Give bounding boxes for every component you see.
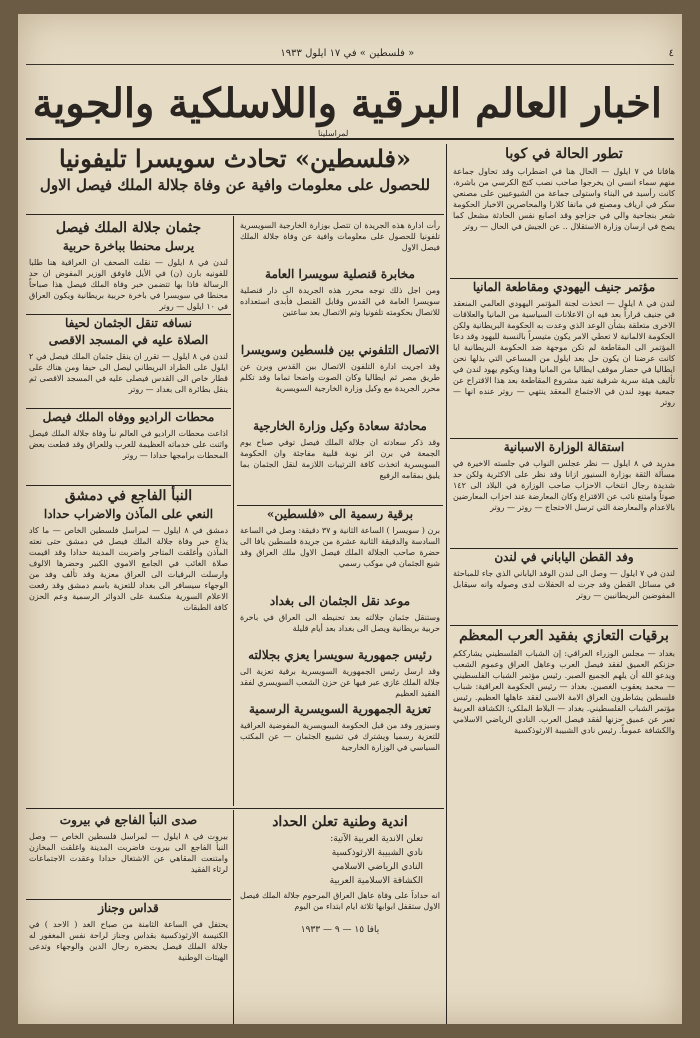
intro-text: رأت ادارة هذه الجريدة ان تتصل بوزارة الخارجية السويسرية تلفونيا للحصول على معلومات وافية عن وفاة جلالة الملك فيصل الاول [240,221,440,252]
newspaper-page [18,14,682,1024]
radio-title: محطات الراديو ووفاه الملك فيصل [26,408,231,426]
telegram-text: برن ( سويسرا ) الساعة الثانية و ٣٧ دقيقة: وصل في الساعة السادسة والدقيقة الثانية عشرة من جريدة فلسطين يافا الى حضرة صاحب الجلالة الملك فيصل الاول ملك العراق وقد شيع الجثمان في موكب رسمي [240,526,440,568]
transfer-title: موعد نقل الجثمان الى بغداد [269,594,411,608]
body-subtitle: يرسل محنطا بباخرة حربية [62,239,195,253]
beirut-title: صدى النبأ الفاجع في بيروت [59,813,198,827]
radio-text: اذاعت محطات الراديو في العالم نبأ وفاة جلالة الملك فيصل واثنت على خدماته العظيمة للعرب وللعراق وقد قطعت بعض المحطات برامجها حدادا — روتر [29,429,228,460]
middle-column [237,218,443,808]
club-item: نادي الشبيبة الارثوذكسية [331,848,423,858]
masthead-sub: لمراسلينا [318,129,349,138]
clubs-text: انه حداداً على وفاة عاهل العراق المرحوم جلالة الملك فيصل الاول ستقفل ابوابها ثلاثة ايام ابتداء من اليوم [240,891,440,911]
president-title: رئيس جمهورية سويسرا يعزي بجلالته [248,648,432,662]
banner-subtitle: للحصول على معلومات وافية عن وفاة جلالة الملك فيصل الاول [39,176,431,194]
damascus-title: النبأ الفاجع في دمشق [26,485,231,506]
japan-title: وفد القطن الياباني في لندن [450,548,678,566]
japan-text: لندن في ٧ ايلول — وصل الى لندن الوفد الياباني الذي جاء للمباحثة في مسائل القطن وقد جرت له الحفلات لدى وصوله وانه سيقابل المفوضين البريطانيين — روتر [453,569,675,600]
banner-title: «فلسطين» تحادث سويسرا تليفونيا [58,144,411,173]
haifa-subtitle: الصلاة عليه في المسجد الاقصى [48,333,209,347]
body-text: لندن في ٨ ايلول — نقلت الصحف ان العراقية هنا طلبا للفونيه بارن (ن) في الأيل فاوفق الوزير المفوض ان حد الرسالة فاذا بها تتضمن خبر وفاة الملك فيصل هذا صباحاً محنطا في سويسرا في باخرة حربية بريطانية ويكون العراق في ١٠ ايلول — روتر [29,258,228,311]
spanish-title: استقالة الوزارة الاسبانية [450,438,678,456]
consulate-title: مخابرة قنصلية سويسرا العامة [265,267,415,281]
haifa-text: لندن في ٨ ايلول — تقرر ان ينقل جثمان الملك فيصل في ٢ ايلول على الطراد البريطاني ليصل الى حيفا ومن هناك على قطار خاص الى القدس فيصلى عليه في المسجد الاقصى ثم ينقل بطائرة الى بغداد — روتر [29,352,228,394]
deputy-title: محادثة سعادة وكيل وزارة الخارجية [253,419,427,433]
dateline: « فلسطين » في ١٧ ايلول ١٩٣٣ [280,48,415,59]
club-item: النادي الرياضي الاسلامي [332,862,423,872]
president-text: وقد ارسل رئيس الجمهورية السويسرية برقية تعزية الى جلالة الملك غازي عبر فيها عن حزن الشعب السويسري لفقد الفقيد العظيم [240,667,440,698]
body-title: جثمان جلالة الملك فيصل [55,220,202,236]
condolence-text: بغداد — مجلس الوزراء العراقي: إن الشباب الفلسطيني يشارككم حزنكم العميق لفقد فيصل العرب وعاهل العراق وعموم الشعب ويدعو الله أن يلهم الجميع الصبر. رئيس مؤتمر الشباب الفلسطيني — محمد يعقوب الغصين. بغداد — رئيس الحكومة العراقية: شباب فلسطين يشاطرون العراق الامة الاسى لفقد عاهلها العظيم. رئيس مؤتمر الشباب الفلسطيني. بغداد — البلاط الملكي: الكشافة العربية تعبر عن عميق حزنها لفقد فيصل العرب. النادي الرياضي الاسلامي والكشافة عموماً. رئيس نادي الشبيبة الارثوذكسية [453,649,675,735]
damascus-text: دمشق في ٨ ايلول — لمراسل فلسطين الخاص — ما كاد يذاع خبر وفاة جلالة الملك فيصل في دمشق حتى نعته المآذن وأغلقت المتاجر واضربت المدينة حدادا وقد اقيمت صلاة الغائب في الجامع الاموي الكبير وحضرها الالوف وارسلت البرقيات الى العراق معزية وقد تألف وفد من الوجهاء سيسافر الى بغداد للتعزية باسم دمشق وقد رفعت الاعلام السورية منكسة على الدوائر الرسمية وعم الحزن كافة الطبقات [29,526,228,612]
clubs-intro: تعلن الاندية العربية الآتية: [330,834,423,844]
jewish-text: لندن في ٨ ايلول — اتخذت لجنة المؤتمر اليهودي العالمي المنعقد في جنيف قراراً بعد فيه ان الاعلانات السياسية من المانيا والعلاقات الاخرى متعلقة بشأن الوعد الذي وعدت به الحكومة البريطانية ولكن الحكومة الالمانية لا تعطي الامر يكون متيسراً بالنسبة لليهود وقد دعا المؤتمر الى المقاطعة لم تكن موجهة ضد الحكومة البريطانية ايا كانت عرضنا ان يكون حل بعد ايلول من المساعي التي بذلها نحن ايطاليا في حضار موقف ايطاليا من المانيا وهذا ويكوم يهود لندن في تأليف هيئة سرية شرقية تفيد مشروع المقاطعة بعد هذا الاقتراح عن جمعية يهود لندن في الاجتماع المعقد ينتهي — روتر عنده انها — روتر [453,299,675,407]
right-column [450,144,678,1024]
haifa-title: نسافه تنقل الجثمان لحيفا [26,314,231,332]
phone-title: الاتصال التلفوني بين فلسطين وسويسرا [240,343,440,357]
consulate-text: ومن اجل ذلك توجه محرر هذه الجريدة الى دار قنصلية سويسرا العامة في القدس وقابل القنصل فأبدى استعداده للاتصال بحكومته تلفونيا وتم الاتصال بعد ساعتين [240,286,440,317]
spanish-text: مدريد في ٨ ايلول — نظر عجلس النواب في جلسته الاخيرة في مسألة الثقة بوزارة السنيور ازانا وقد نظر على الاكثرية ولكن حد شديدة رجال انتخاب الاحزاب صاحب الوزارة في البلاد الى ١٤٢ صوتاً وامتنع نائب عن الاقتراع وكان المعارضة عند احزاب المعارضين بالاعدام والمعارضة التي ترسل الاحتجاج — روتر — روتر [453,459,675,512]
left-bottom [26,812,231,1017]
official-title: تعزية الجمهورية السويسرية الرسمية [248,702,432,716]
page-number: ٤ [668,48,674,59]
jewish-title: مؤتمر جنيف اليهودي ومقاطعة المانيا [450,278,678,296]
masthead: اخبار العالم البرقية واللاسلكية والجوية [32,80,662,127]
top-line [26,48,674,59]
cuba-title: تطور الحالة في كوبا [505,146,623,162]
official-text: وسيزور وفد من قبل الحكومة السويسرية المفوضية العراقية للتعزية رسميا ويشترك في تشييع الجثمان — عن المكتب السياسي في الوزارة الخارجية [240,721,440,752]
mass-text: يحتفل في الساعة الثامنة من صباح الغد ( الاحد ) في الكنيسة الارثوذكسية بقداس وجناز لراحة نفس المغفور له جلالة الملك فيصل يحضره رجال الدين والوجهاء وتدعى الهيئات الوطنية [29,920,228,962]
club-item: الكشافة الاسلامية العربية [329,876,423,886]
transfer-text: وستنقل جثمان جلالته بعد تحنيطه الى العراق في باخرة حربية بريطانية ويصل الى بغداد بعد أيام قليلة [240,613,440,633]
banner [26,144,444,212]
deputy-text: وقد ذكر سعادته ان جلالة الملك فيصل توفي صباح يوم الجمعة في برن اثر نوبة قلبية مفاجئة وان الحكومة السويسرية اتخذت كافة الترتيبات اللازمة لنقل الجثمان بما يليق بمقامه الرفيع [240,438,440,480]
clubs-date: يافا ١٥ — ٩ — ١٩٣٣ [300,925,380,935]
beirut-text: بيروت في ٨ ايلول — لمراسل فلسطين الخاص — وصل النبأ الفاجع الى بيروت فاضربت المدينة واغلقت المخازن وامتنعت المقاهي عن الاشتغال حدادا وعقدت الاجتماعات لرثاء الفقيد [29,832,228,874]
cuba-text: هافانا في ٧ ايلول — الحال هنا في اضطراب وقد تحاول جماعة منهم سماء انسي ان يخرجوا صاحب نصب كنج الكرسي من باشرة، كانت رأسيد في البناء واستولى جماعة من الشيوعيين على مصنعي سكر في ارياف ومصنع في مانفا كلارا والمحاصرين الاخبار الحكومة شعر بنجاحية والي في جزاجو وقد اصابع نفس الحادثة مشعل كما يصح في ارسان وزارة الاستقلال .. عن الجيش في الحال — روتر [453,167,675,231]
phone-text: وقد اجريت ادارة التلفون الاتصال بين القدس وبرن عن طريق مصر ثم ايطاليا وكان الصوت واضحا تماما وقد تكلم محرر الجريدة مع وكيل وزارة الخارجية السويسرية [240,362,440,393]
damascus-subtitle: النعي على المآذن والاضراب حدادا [43,507,214,521]
clubs-title: اندية وطنية تعلن الحداد [272,814,408,830]
telegram-title: برقية رسمية الى «فلسطين» [237,505,443,523]
clubs-box [237,812,443,1017]
condolence-title: برقيات التعازي بفقيد العرب المعظم [450,625,678,646]
left-column [26,218,231,808]
mass-title: قداس وجناز [26,899,231,917]
